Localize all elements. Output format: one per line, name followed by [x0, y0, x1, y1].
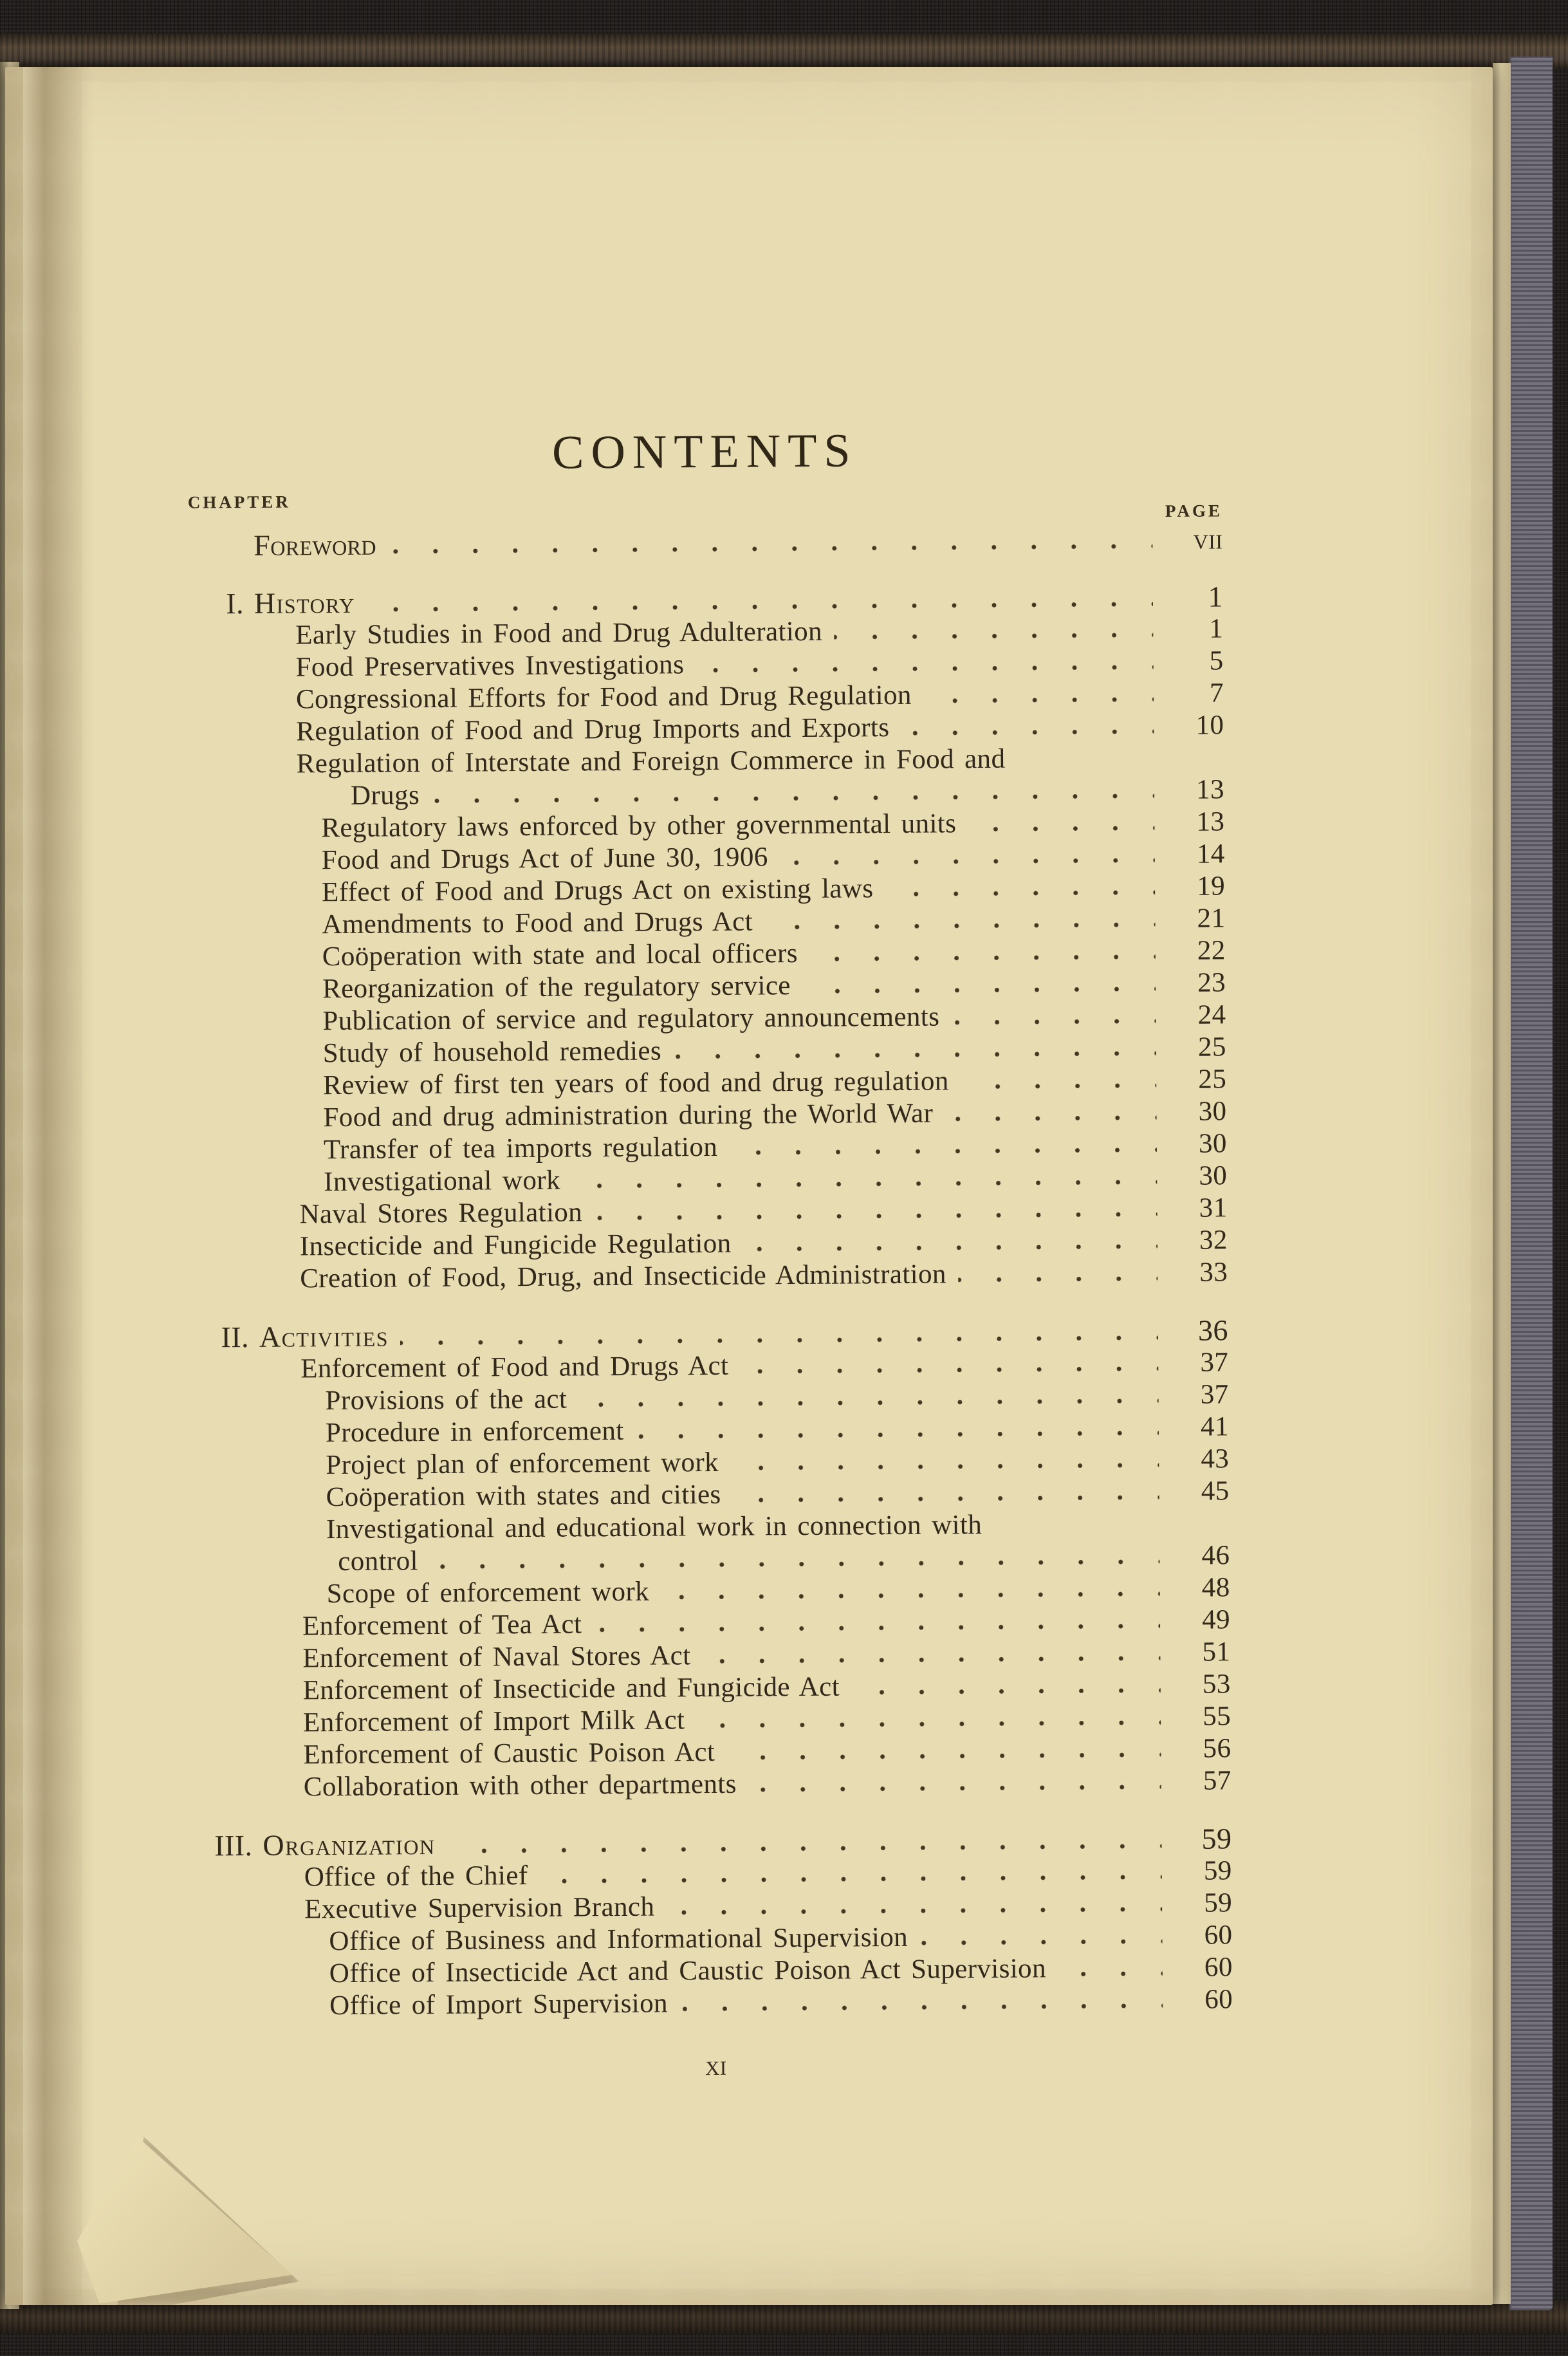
toc-entry-page-number: 56 — [1203, 1733, 1231, 1764]
toc-entry-page-number: 46 — [1201, 1540, 1230, 1571]
dot-leader — [593, 1623, 1160, 1633]
toc-entry-text: Office of Import Supervision — [329, 1988, 669, 2021]
chapter-title: Organization — [263, 1828, 436, 1862]
dot-leader — [679, 2003, 1163, 2012]
dot-leader — [809, 954, 1156, 962]
toc-entry-text: Amendments to Food and Drugs Act — [322, 906, 753, 940]
toc-row-entry — [197, 1765, 1231, 1804]
dot-leader — [740, 1366, 1158, 1375]
toc-entry-text: Food Preservatives Investigations — [295, 649, 685, 683]
toc-entry-text: Scope of enforcement work — [326, 1576, 650, 1609]
chapter-title: Activities — [259, 1319, 389, 1353]
toc-entry-page-number: 43 — [1201, 1443, 1230, 1474]
dot-leader — [945, 1115, 1156, 1122]
dot-leader — [901, 728, 1154, 736]
dot-leader — [834, 632, 1153, 640]
toc-entry-page-number: 60 — [1204, 1920, 1233, 1951]
dot-leader — [431, 793, 1154, 804]
toc-entry-text: Office of Business and Informational Supervision — [329, 1922, 909, 1957]
dot-leader — [388, 543, 1152, 554]
dot-leader — [780, 857, 1155, 866]
dot-leader — [703, 1655, 1161, 1664]
toc-entry-text: Naval Stores Regulation — [299, 1197, 583, 1230]
table-of-contents — [187, 421, 1233, 2085]
toc-entry-text: Insecticide and Fungicide Regulation — [299, 1228, 732, 1262]
toc-entry-page-number: 37 — [1200, 1347, 1229, 1378]
dot-leader — [885, 889, 1155, 897]
foreword-page-number: vii — [1193, 522, 1223, 555]
cover-edge-bottom — [0, 2301, 1568, 2333]
toc-entry-text: Procedure in enforcement — [325, 1415, 624, 1449]
toc-entry-text: Creation of Food, Drug, and Insecticide Administration — [300, 1259, 946, 1294]
toc-list — [188, 523, 1233, 2023]
toc-entry-text: Enforcement of Insecticide and Fungicide Act — [302, 1671, 840, 1706]
toc-entry-page-number: 1 — [1209, 613, 1224, 644]
toc-entry-page-number: 37 — [1200, 1379, 1229, 1410]
dot-leader — [764, 922, 1155, 930]
toc-entry-text: Office of the Chief — [304, 1860, 528, 1893]
toc-entry-page-number: 30 — [1198, 1096, 1227, 1127]
toc-entry-text: Enforcement of Caustic Poison Act — [303, 1736, 715, 1770]
chapter-column-label: CHAPTER — [187, 492, 291, 512]
dot-leader — [540, 1874, 1162, 1884]
folio-page-number: xi — [705, 2049, 727, 2082]
toc-entry-continuation-text: Drugs — [350, 780, 420, 811]
dot-leader — [636, 1430, 1159, 1440]
dot-leader — [666, 1906, 1162, 1915]
dot-leader — [578, 1398, 1158, 1407]
toc-entry-page-number: 24 — [1197, 999, 1226, 1030]
toc-entry-page-number: 13 — [1196, 774, 1225, 805]
toc-entry-page-number: 60 — [1204, 1952, 1233, 1983]
dot-leader — [961, 1082, 1157, 1090]
toc-entry-page-number: 45 — [1201, 1476, 1230, 1507]
toc-entry-text: Executive Supervision Branch — [304, 1891, 655, 1925]
dot-leader — [673, 1050, 1156, 1059]
toc-entry-text: Coöperation with state and local officers — [322, 938, 798, 972]
toc-entry-text: Enforcement of Tea Act — [302, 1609, 582, 1642]
foreword-label: Foreword — [254, 528, 377, 562]
toc-entry-text: Publication of service and regulatory announcements — [322, 1001, 940, 1037]
toc-entry-page-number: 59 — [1203, 1855, 1232, 1886]
toc-entry-page-number: 55 — [1203, 1701, 1231, 1732]
toc-entry-page-number: 21 — [1197, 903, 1226, 934]
toc-entry-page-number: 31 — [1199, 1192, 1228, 1223]
dot-leader — [594, 1211, 1157, 1221]
toc-row-foreword — [188, 523, 1222, 562]
toc-entry-text: Regulation of Food and Drug Imports and Exports — [296, 712, 890, 747]
page-column-label: PAGE — [1165, 501, 1223, 521]
cover-edge-top — [0, 33, 1568, 70]
dot-leader — [400, 1335, 1158, 1346]
toc-entry-page-number: 59 — [1204, 1888, 1233, 1918]
dot-leader — [1058, 1971, 1163, 1977]
toc-row-entry — [198, 1983, 1233, 2023]
dot-leader — [696, 664, 1153, 673]
toc-entry-text: Reorganization of the regulatory service — [322, 970, 791, 1005]
torn-page-corner — [77, 2137, 299, 2305]
toc-entry-page-number: 60 — [1204, 1984, 1233, 2015]
dot-leader — [661, 1591, 1160, 1600]
toc-entry-text: Regulatory laws enforced by other governmental units — [321, 808, 957, 844]
dot-leader — [733, 1494, 1159, 1503]
dot-leader — [748, 1784, 1161, 1792]
toc-entry-text: Food and Drugs Act of June 30, 1906 — [321, 842, 768, 876]
page-title: CONTENTS — [551, 424, 858, 479]
toc-entry-text: Enforcement of Naval Stores Act — [302, 1640, 691, 1674]
toc-entry-text: Early Studies in Food and Drug Adulteration — [295, 616, 823, 651]
toc-entry-page-number: 51 — [1202, 1637, 1231, 1667]
toc-entry-text: Food and drug administration during the World War — [323, 1098, 934, 1133]
dot-leader — [958, 1275, 1158, 1283]
chapter-page-number: 59 — [1201, 1822, 1232, 1855]
dot-leader — [572, 1179, 1157, 1189]
toc-entry-text: Investigational and educational work in connection with — [326, 1510, 982, 1545]
toc-entry-page-number: 30 — [1199, 1160, 1228, 1191]
toc-entry-page-number: 10 — [1195, 710, 1224, 741]
toc-entry-text: Office of Insecticide Act and Caustic Poison Act Supervision — [329, 1953, 1047, 1989]
toc-entry-text: Regulation of Interstate and Foreign Commerce in Food and — [296, 743, 1006, 779]
dot-leader — [743, 1243, 1158, 1252]
dot-leader — [367, 601, 1153, 613]
dot-leader — [851, 1687, 1161, 1695]
toc-entry-page-number: 30 — [1198, 1128, 1227, 1159]
dot-leader — [919, 1938, 1162, 1946]
toc-entry-page-number: 33 — [1199, 1257, 1228, 1288]
chapter-page-number: 1 — [1208, 580, 1224, 613]
chapter-numeral: III. — [214, 1828, 253, 1862]
chapter-page-number: 36 — [1197, 1313, 1229, 1347]
toc-entry-text: Congressional Efforts for Food and Drug Regulation — [295, 680, 912, 715]
toc-entry-page-number: 53 — [1202, 1669, 1231, 1700]
chapter-title: History — [254, 586, 356, 620]
toc-entry-text: Investigational work — [324, 1165, 561, 1198]
toc-entry-page-number: 5 — [1209, 645, 1224, 676]
toc-entry-page-number: 41 — [1200, 1411, 1230, 1442]
dot-leader — [923, 696, 1154, 704]
dot-leader — [730, 1462, 1159, 1471]
dot-leader — [696, 1720, 1161, 1729]
toc-entry-text: Study of household remedies — [322, 1035, 662, 1069]
toc-entry-page-number: 23 — [1197, 967, 1226, 998]
book-page — [5, 67, 1493, 2305]
toc-entry-text: Transfer of tea imports regulation — [323, 1131, 718, 1165]
toc-entry-page-number: 25 — [1198, 1064, 1227, 1095]
toc-entry-text: Effect of Food and Drugs Act on existing laws — [321, 873, 874, 908]
toc-entry-continuation-text: control — [338, 1546, 419, 1577]
toc-entry-text: Coöperation with states and cities — [326, 1479, 721, 1513]
toc-entry-text: Review of first ten years of food and drug regulation — [323, 1066, 949, 1101]
toc-entry-text: Project plan of enforcement work — [326, 1447, 719, 1481]
toc-entry-page-number: 13 — [1196, 806, 1225, 837]
page-stack-right — [1493, 63, 1511, 2304]
dot-leader — [951, 1018, 1156, 1025]
toc-entry-page-number: 22 — [1197, 935, 1226, 966]
toc-entry-text: Provisions of the act — [325, 1384, 567, 1416]
dot-leader — [726, 1752, 1161, 1761]
dot-leader — [447, 1843, 1162, 1854]
toc-entry-page-number: 32 — [1199, 1225, 1228, 1256]
dot-leader — [802, 986, 1156, 994]
toc-entry-page-number: 14 — [1196, 839, 1225, 869]
chapter-numeral: II. — [221, 1321, 250, 1354]
gutter-crease — [23, 67, 94, 2305]
dot-leader — [430, 1559, 1159, 1570]
toc-entry-text: Enforcement of Food and Drugs Act — [300, 1350, 729, 1384]
toc-entry-page-number: 19 — [1197, 871, 1226, 902]
toc-entry-page-number: 48 — [1201, 1572, 1230, 1603]
dot-leader — [968, 825, 1154, 832]
toc-entry-page-number: 25 — [1197, 1032, 1226, 1062]
dot-leader — [729, 1147, 1157, 1156]
toc-entry-page-number: 7 — [1209, 678, 1224, 709]
chapter-numeral: I. — [226, 587, 244, 620]
toc-entry-text: Enforcement of Import Milk Act — [302, 1705, 685, 1738]
toc-entry-page-number: 57 — [1203, 1765, 1231, 1796]
cover-edge-right — [1509, 57, 1553, 2310]
toc-row-entry — [193, 1256, 1228, 1295]
toc-entry-page-number: 49 — [1202, 1604, 1231, 1635]
toc-entry-text: Collaboration with other departments — [303, 1768, 737, 1803]
